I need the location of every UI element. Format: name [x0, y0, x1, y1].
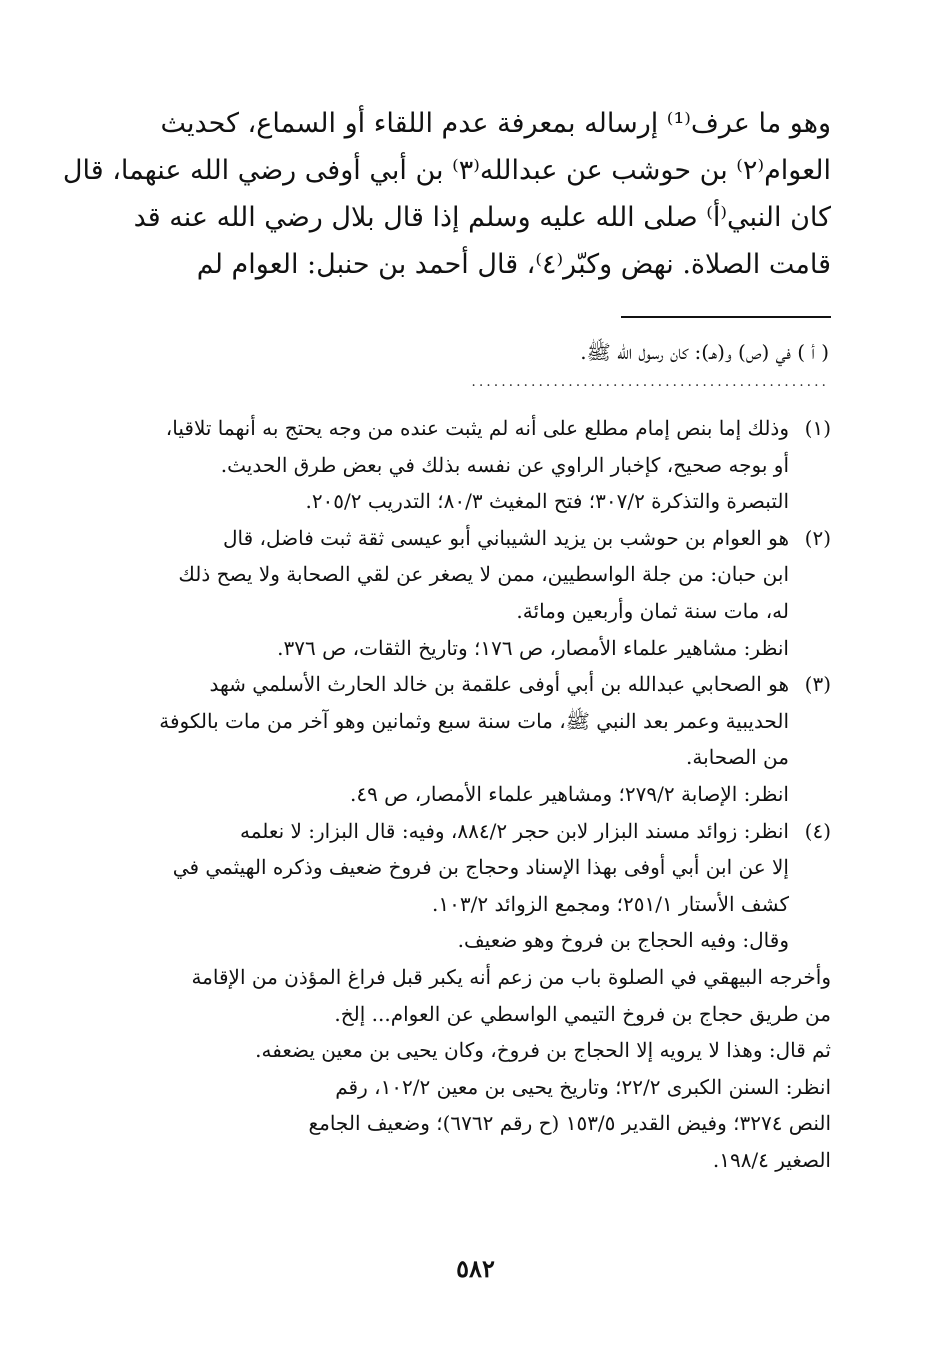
footnote-line: وقال: وفيه الحجاج بن فروخ وهو ضعيف. [457, 928, 789, 953]
footnote-line: له، مات سنة ثمان وأربعين ومائة. [516, 598, 789, 623]
main-text [62, 100, 831, 288]
footnote-number: (٢) [804, 525, 831, 550]
footnote-4 [119, 813, 831, 1179]
main-text-line: قامت الصلاة. نهض وكبّر⁽٤⁾، قال أحمد بن حنبل: العوام لم [196, 249, 831, 280]
footnote-line: وأخرجه البيهقي في الصلوة باب من زعم أنه يكبر قبل فراغ المؤذن من الإقامة [191, 964, 831, 989]
footnote-line: ابن حبان: من جلة الواسطيين، ممن لا يصغر عن لقي الصحابة ولا يصح ذلك [178, 562, 789, 587]
footnote-line: الصغير ١٩٨/٤. [712, 1147, 831, 1172]
footnote-line: انظر: زوائد مسند البزار لابن حجر ٨٨٤/٢، وفيه: قال البزار: لا نعلمه [240, 818, 789, 843]
footnote-line: هو الصحابي عبدالله بن أبي أوفى علقمة بن خالد الحارث الأسلمي شهد [209, 672, 789, 697]
page-number: ٥٨٢ [456, 1254, 495, 1283]
footnote-2 [119, 520, 831, 666]
footnote-line: هو العوام بن حوشب بن يزيد الشيباني أبو عيسى ثقة ثبت فاضل، قال [223, 525, 789, 550]
footnote-line: النص ٣٢٧٤؛ وفيض القدير ١٥٣/٥ (ح رقم ٦٧٦٢)؛ وضعيف الجامع [308, 1111, 831, 1136]
footnote-line: انظر: مشاهير علماء الأمصار، ص ١٧٦؛ وتاريخ الثقات، ص ٣٧٦. [277, 635, 789, 660]
footnote-line: التبصرة والتذكرة ٣٠٧/٢؛ فتح المغيث ٨٠/٣؛ التدريب ٢٠٥/٢. [305, 489, 789, 514]
footnote-line: انظر: السنن الكبرى ٢٢/٢؛ وتاريخ يحيى بن معين ١٠٢/٢، رقم [335, 1074, 831, 1099]
footnote-separator [621, 316, 831, 318]
footnote-line: إلا عن ابن أبي أوفى بهذا الإسناد وحجاج بن فروخ ضعيف وذكره الهيثمي في [172, 855, 789, 880]
main-text-line: وهو ما عرف⁽¹⁾ إرساله بمعرفة عدم اللقاء أو السماع، كحديث [160, 108, 831, 139]
variant-note: ( أ ) في (ص) و(هـ): كان رسول الله ﷺ. [580, 340, 829, 364]
footnote-number: (٣) [804, 672, 831, 697]
footnote-line: انظر: الإصابة ٢٧٩/٢؛ ومشاهير علماء الأمصار، ص ٤٩. [349, 781, 789, 806]
footnote-line: من الصحابة. [686, 745, 789, 770]
footnote-line: أو بوجه صحيح، كإخبار الراوي عن نفسه بذلك في بعض طرق الحديث. [220, 452, 789, 477]
footnote-line: ثم قال: وهذا لا يرويه إلا الحجاج بن فروخ، وكان يحيى بن معين يضعفه. [255, 1038, 831, 1063]
dotted-divider: ................................................ [471, 374, 829, 390]
footnote-1 [119, 410, 831, 520]
footnote-line: الحديبية وعمر بعد النبي ﷺ، مات سنة سبع وثمانين وهو آخر من مات بالكوفة [159, 708, 789, 733]
footnote-line: من طريق حجاج بن فروخ التيمي الواسطي عن العوام... إلخ. [334, 1001, 831, 1026]
main-text-line: كان النبي⁽أ⁾ صلى الله عليه وسلم إذا قال بلال رضي الله عنه قد [133, 202, 831, 233]
footnote-number: (١) [804, 416, 831, 440]
footnotes [119, 410, 831, 1178]
footnote-number: (٤) [804, 818, 831, 843]
main-text-line: العوام⁽٢⁾ بن حوشب عن عبدالله⁽٣⁾ بن أبي أوفى رضي الله عنهما، قال [62, 155, 831, 186]
footnote-line: كشف الأستار ٢٥١/١؛ ومجمع الزوائد ١٠٣/٢. [432, 891, 789, 916]
footnote-3 [119, 666, 831, 812]
footnote-line: وذلك إما بنص إمام مطلع على أنه لم يثبت عنده من وجه يحتج به أنهما تلاقيا، [165, 416, 789, 440]
